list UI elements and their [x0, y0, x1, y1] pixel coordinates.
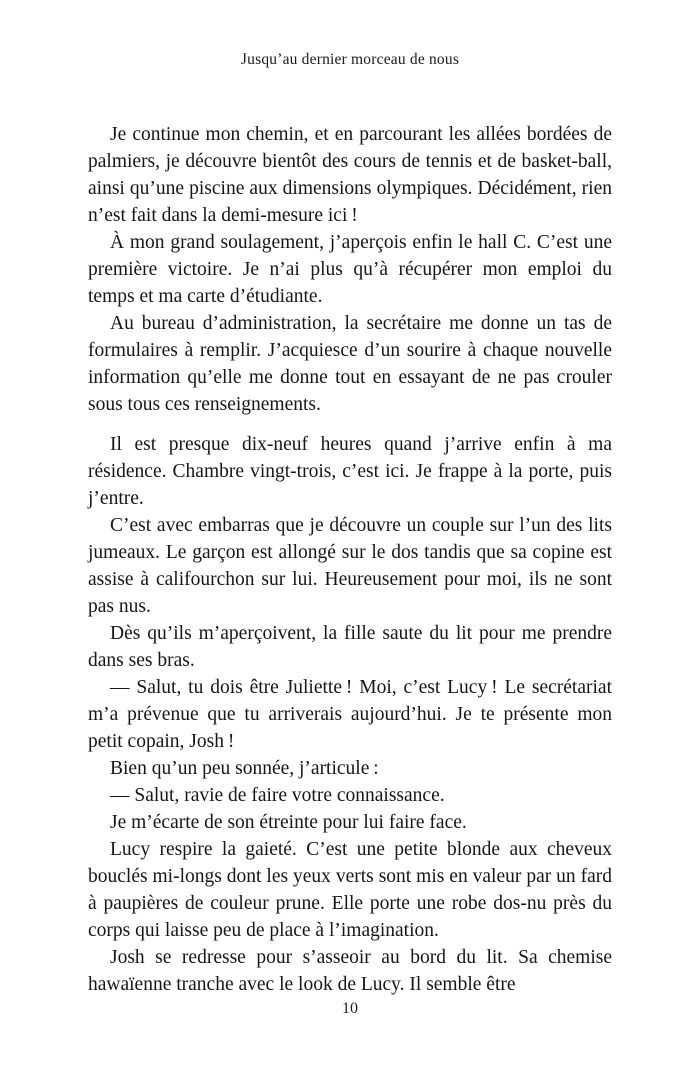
body-paragraph: À mon grand soulagement, j’aperçois enfin le hall C. C’est une première victoire. Je n’ai plus qu’à récupérer mon emploi du temps et ma carte d’étudiante.	[88, 232, 612, 307]
body-paragraph: Josh se redresse pour s’asseoir au bord du lit. Sa chemise hawaïenne tranche avec le look de Lucy. Il semble être	[88, 947, 612, 995]
body-paragraph: Il est presque dix-neuf heures quand j’arrive enfin à ma résidence. Chambre vingt-trois, c’est ici. Je frappe à la porte, puis j’entre.	[88, 434, 612, 509]
body-paragraph: Au bureau d’administration, la secrétaire me donne un tas de formulaires à remplir. J’acquiesce d’un sourire à chaque nouvelle information qu’elle me donne tout en essayant de ne pas crouler sous tous ces renseignements.	[88, 313, 612, 415]
body-paragraph: Bien qu’un peu sonnée, j’articule :	[110, 758, 379, 779]
running-header: Jusqu’au dernier morceau de nous	[240, 51, 460, 68]
body-paragraph: C’est avec embarras que je découvre un couple sur l’un des lits jumeaux. Le garçon est allongé sur le dos tandis que sa copine est assise à califourchon sur lui. Heureusement pour moi, ils ne sont pas nus.	[88, 515, 612, 617]
body-paragraph: Dès qu’ils m’aperçoivent, la fille saute du lit pour me prendre dans ses bras.	[88, 623, 612, 671]
body-paragraph: — Salut, ravie de faire votre connaissance.	[110, 785, 445, 806]
body-paragraph: Je continue mon chemin, et en parcourant les allées bordées de palmiers, je découvre bientôt des cours de tennis et de basket-ball, ainsi qu’une piscine aux dimensions olympiques. Décidément, rien n’est fait dans la demi-mesure ici !	[88, 124, 612, 226]
page-number: 10	[342, 1000, 358, 1017]
body-text-block	[88, 121, 612, 998]
body-paragraph: — Salut, tu dois être Juliette ! Moi, c’est Lucy ! Le secrétariat m’a prévenue que tu arriverais aujourd’hui. Je te présente mon petit copain, Josh !	[88, 677, 612, 752]
body-paragraph: Lucy respire la gaieté. C’est une petite blonde aux cheveux bouclés mi-longs dont les yeux verts sont mis en valeur par un fard à paupières de couleur prune. Elle porte une robe dos-nu près du corps qui laisse peu de place à l’imagination.	[88, 839, 612, 941]
body-paragraph: Je m’écarte de son étreinte pour lui faire face.	[110, 812, 467, 833]
